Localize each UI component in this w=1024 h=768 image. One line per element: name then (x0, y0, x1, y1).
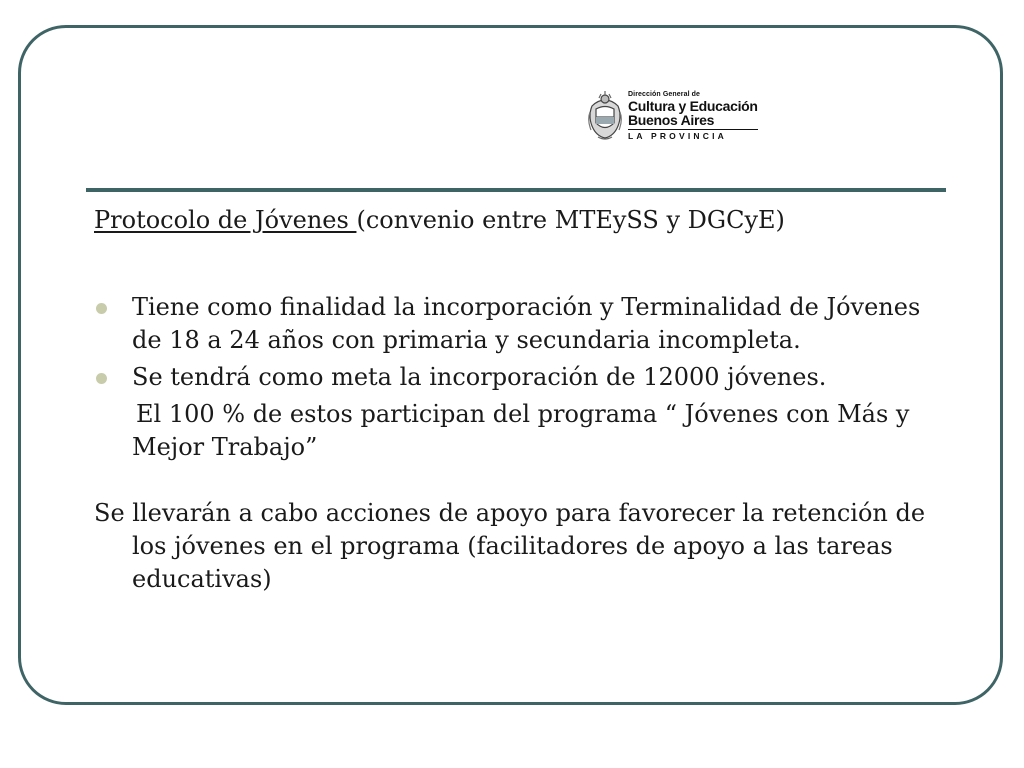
logo-line-1: Cultura y Educación (628, 98, 758, 115)
bullet-text: Se tendrá como meta la incorporación de 12000 jóvenes. (132, 363, 827, 391)
heading-underlined: Protocolo de Jóvenes (94, 206, 357, 234)
logo-text (628, 91, 758, 141)
list-item (94, 361, 934, 394)
logo-line-3: LA PROVINCIA (628, 131, 728, 142)
logo-line-2: Buenos Aires (628, 113, 758, 130)
list-item (94, 291, 934, 357)
continuation-paragraph (94, 398, 934, 464)
coat-of-arms-icon (586, 90, 624, 142)
logo (586, 88, 758, 144)
heading-rest: (convenio entre MTEySS y DGCyE) (356, 206, 785, 234)
title-divider (86, 188, 946, 192)
bullet-text: Tiene como finalidad la incorporación y Terminalidad de Jóvenes de 18 a 24 años con primaria y secundaria incompleta. (132, 293, 921, 354)
closing-paragraph: Se llevarán a cabo acciones de apoyo para favorecer la retención de los jóvenes en el programa (facilitadores de apoyo a las tareas educativas) (94, 499, 926, 593)
slide-content (94, 204, 934, 596)
bullet-list (94, 291, 934, 394)
slide-heading (94, 204, 934, 237)
logo-small-text: Dirección General de (628, 91, 701, 99)
bullet-icon (96, 373, 107, 384)
bullet-icon (96, 303, 107, 314)
continuation-text: El 100 % de estos participan del programa “ Jóvenes con Más y Mejor Trabajo” (132, 400, 910, 461)
